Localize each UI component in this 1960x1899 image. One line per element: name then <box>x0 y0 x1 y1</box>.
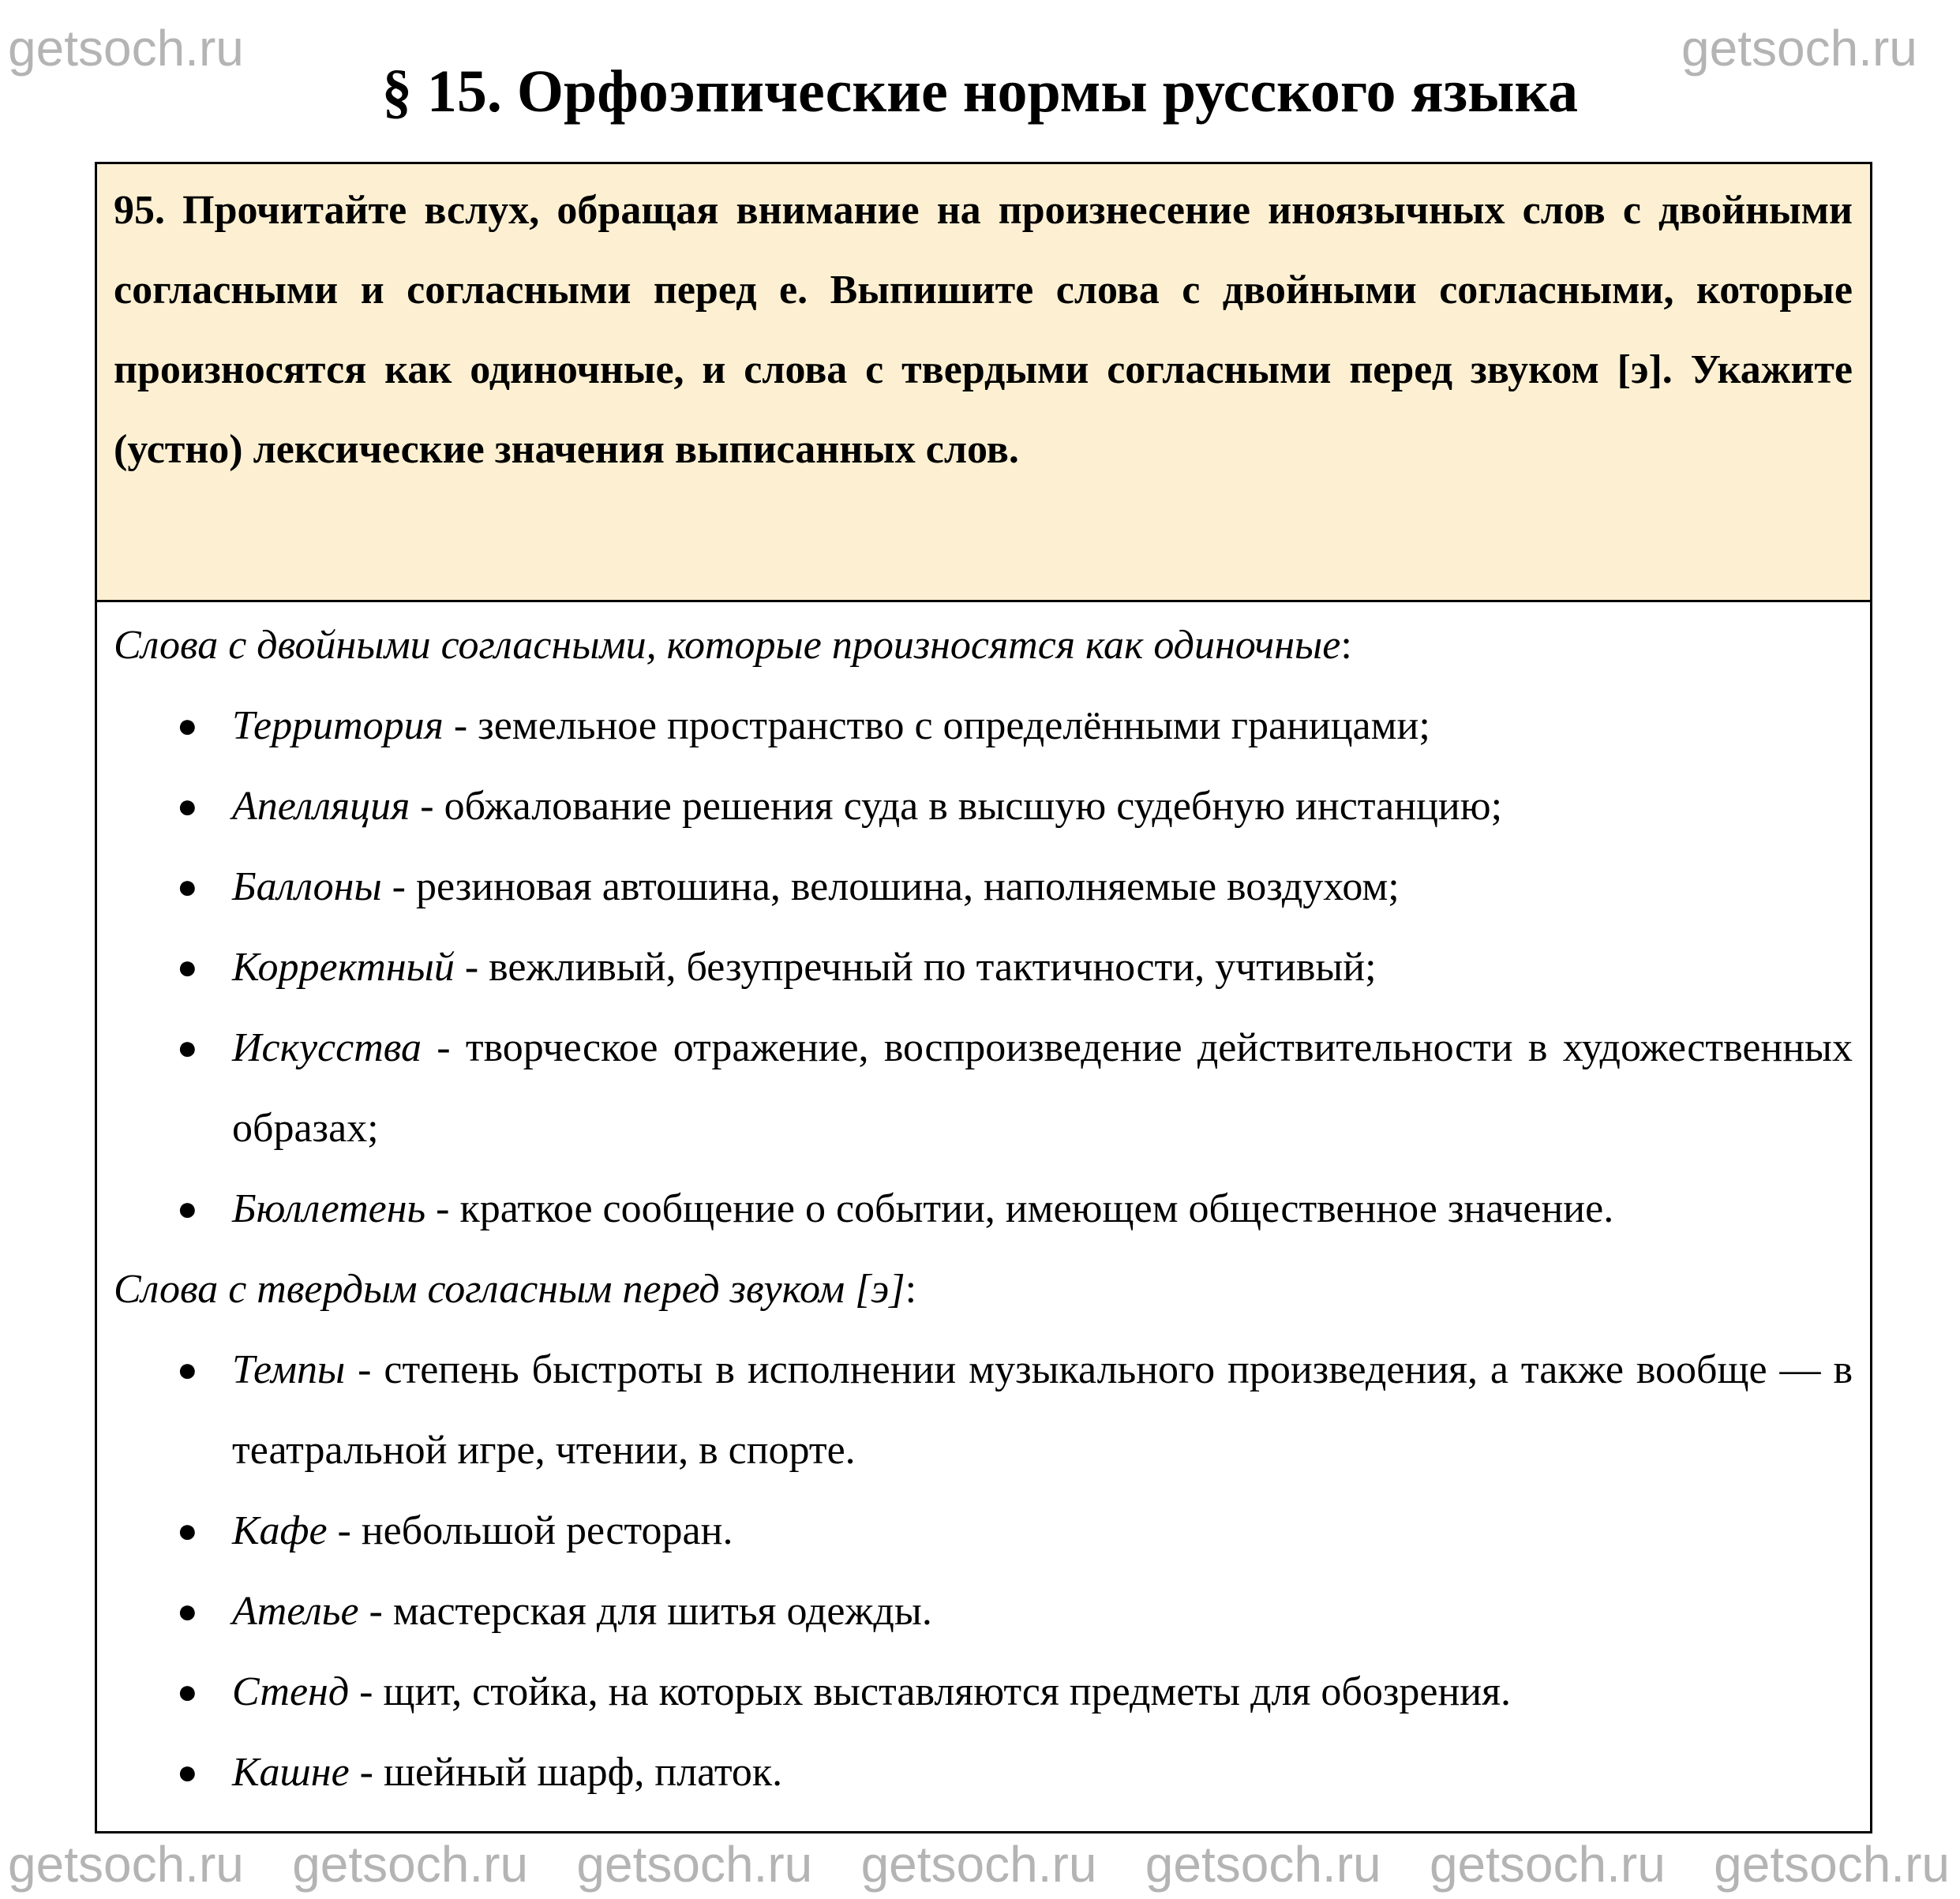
bullet-icon: ● <box>177 1189 198 1228</box>
list-item <box>114 847 1853 927</box>
list-item <box>114 1491 1853 1571</box>
task-header <box>97 164 1870 602</box>
list-item <box>114 927 1853 1008</box>
list-item <box>114 1330 1853 1491</box>
list-item <box>114 1571 1853 1652</box>
watermark: getsoch.ru <box>1145 1836 1381 1893</box>
bullet-icon: ● <box>177 867 198 906</box>
definition: - резиновая автошина, велошина, наполняемые воздухом; <box>381 864 1400 909</box>
list-item <box>114 1008 1853 1169</box>
term: Ателье <box>232 1589 359 1634</box>
bullet-icon: ● <box>177 1753 198 1792</box>
bullet-icon: ● <box>177 706 198 745</box>
watermark: getsoch.ru <box>1714 1836 1950 1893</box>
term: Апелляция <box>232 784 410 829</box>
heading-text: Слова с твердым согласным перед звуком [э] <box>114 1267 905 1312</box>
watermark: getsoch.ru <box>8 20 244 77</box>
definition: - творческое отражение, воспроизведение действительности в художественных образах; <box>232 1025 1853 1151</box>
section-heading-double-consonants <box>114 605 1853 686</box>
definition: - земельное пространство с определёнными границами; <box>443 703 1430 748</box>
term: Территория <box>232 703 444 748</box>
exercise-box <box>95 162 1872 1833</box>
term: Бюллетень <box>232 1186 426 1231</box>
bullet-icon: ● <box>177 787 198 826</box>
term: Кафе <box>232 1508 328 1553</box>
definition: - шейный шарф, платок. <box>349 1750 783 1795</box>
watermark-row <box>8 1833 1950 1893</box>
list-item <box>114 1652 1853 1732</box>
main-content <box>8 162 1950 1893</box>
definition: - краткое сообщение о событии, имеющем общественное значение. <box>425 1186 1614 1231</box>
section-heading-hard-consonants <box>114 1249 1853 1330</box>
heading-colon: : <box>905 1267 917 1312</box>
definition: - щит, стойка, на которых выставляются предметы для обозрения. <box>349 1669 1512 1714</box>
definition: - обжалование решения суда в высшую судебную инстанцию; <box>410 784 1503 829</box>
bullet-icon: ● <box>177 1511 198 1550</box>
answer-section <box>97 602 1870 1829</box>
hard-consonant-list <box>114 1330 1853 1813</box>
list-item <box>114 1732 1853 1813</box>
term: Корректный <box>232 945 455 990</box>
term: Баллоны <box>232 864 382 909</box>
double-consonant-list <box>114 686 1853 1249</box>
definition: - мастерская для шитья одежды. <box>358 1589 932 1634</box>
bullet-icon: ● <box>177 1028 198 1067</box>
term: Кашне <box>232 1750 350 1795</box>
page-title: § 15. Орфоэпические нормы русского языка <box>381 58 1579 125</box>
term: Темпы <box>232 1347 346 1392</box>
watermark: getsoch.ru <box>1429 1836 1666 1893</box>
watermark: getsoch.ru <box>292 1836 529 1893</box>
bullet-icon: ● <box>177 1350 198 1389</box>
watermark: getsoch.ru <box>860 1836 1097 1893</box>
watermark: getsoch.ru <box>8 1836 244 1893</box>
list-item <box>114 766 1853 847</box>
term: Стенд <box>232 1669 350 1714</box>
term: Искусства <box>232 1025 422 1070</box>
bullet-icon: ● <box>177 1672 198 1711</box>
definition: - вежливый, безупречный по тактичности, учтивый; <box>454 945 1377 990</box>
definition: - степень быстроты в исполнении музыкального произведения, а также вообще — в театральной игре, чтении, в спорте. <box>232 1347 1853 1473</box>
bullet-icon: ● <box>177 948 198 987</box>
definition: - небольшой ресторан. <box>327 1508 733 1553</box>
heading-text: Слова с двойными согласными, которые произносятся как одиночные <box>114 623 1341 668</box>
heading-colon: : <box>1340 623 1352 668</box>
watermark: getsoch.ru <box>576 1836 813 1893</box>
bullet-icon: ● <box>177 1592 198 1631</box>
watermark: getsoch.ru <box>1681 20 1917 77</box>
list-item <box>114 1169 1853 1249</box>
list-item <box>114 686 1853 766</box>
task-text: 95. Прочитайте вслух, обращая внимание на произнесение иноязычных слов с двойными согласными и согласными перед е. Выпишите слова с двойными согласными, которые произносятся как одиночные, и слова с твердыми согласными перед звуком [э]. Укажите (устно) лексические значения выписанных слов. <box>114 188 1853 472</box>
